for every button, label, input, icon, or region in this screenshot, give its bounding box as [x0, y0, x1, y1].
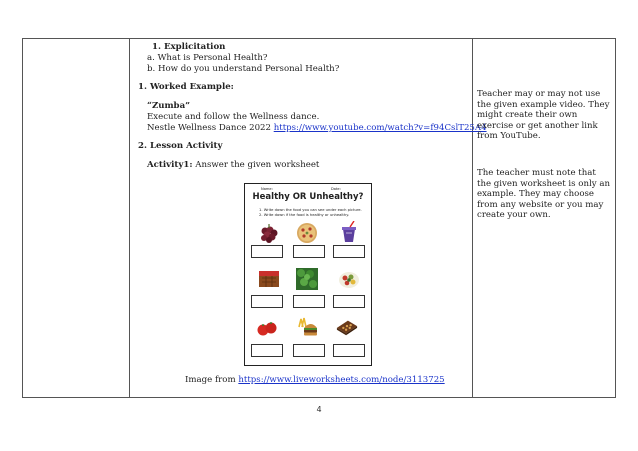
column-divider-right — [472, 39, 473, 397]
zumba-instruction: Execute and follow the Wellness dance. — [147, 112, 320, 122]
zumba-title: “Zumba” — [147, 101, 191, 111]
answer-box-3[interactable] — [333, 245, 365, 258]
worksheet-instruction-1: 1. Write down the food you can see under each picture. — [259, 208, 362, 212]
video-line — [147, 123, 487, 134]
grapes-icon — [258, 222, 280, 244]
lesson-activity-heading: 2. Lesson Activity — [138, 141, 223, 151]
chocolate-bar-icon — [258, 268, 280, 290]
explicitation-heading: 1. Explicitation — [152, 42, 226, 52]
pizza-icon — [296, 222, 318, 244]
answer-box-2[interactable] — [293, 245, 325, 258]
worksheet-date-label: Date: — [331, 187, 341, 191]
activity-label: Activity1: — [147, 160, 193, 170]
answer-box-9[interactable] — [333, 344, 365, 357]
burger-and-fries-icon — [296, 315, 318, 337]
page-number: 4 — [316, 405, 322, 414]
answer-box-8[interactable] — [293, 344, 325, 357]
question-a: a. What is Personal Health? — [147, 53, 268, 63]
salad-icon — [338, 268, 360, 290]
answer-box-4[interactable] — [251, 295, 283, 308]
image-credit-link[interactable]: https://www.liveworksheets.com/node/3113725 — [238, 375, 445, 385]
worksheet-image — [244, 183, 372, 366]
worksheet-title: Healthy OR Unhealthy? — [252, 192, 364, 202]
video-label: Nestle Wellness Dance 2022 — [147, 123, 274, 133]
soda-drink-icon — [338, 221, 360, 243]
image-credit — [185, 375, 445, 386]
broccoli-icon — [296, 268, 318, 290]
activity-text: Answer the given worksheet — [192, 160, 320, 170]
chocolate-box-icon — [336, 316, 358, 338]
worksheet-instruction-2: 2. Write down if the food is healthy or unhealthy. — [259, 213, 350, 217]
question-b: b. How do you understand Personal Health? — [147, 64, 340, 74]
answer-box-6[interactable] — [333, 295, 365, 308]
image-credit-label: Image from — [185, 375, 239, 385]
worked-example-heading: 1. Worked Example: — [138, 82, 234, 92]
answer-box-7[interactable] — [251, 344, 283, 357]
column-divider-left — [129, 39, 130, 397]
answer-box-5[interactable] — [293, 295, 325, 308]
video-link[interactable]: https://www.youtube.com/watch?v=f94CslT25A4 — [273, 123, 487, 133]
teacher-note-video: Teacher may or may not use the given example video. They might create their own exercise or get another link from YouTube. — [477, 89, 610, 142]
answer-box-1[interactable] — [251, 245, 283, 258]
activity-line — [147, 160, 319, 171]
teacher-note-worksheet: The teacher must note that the given worksheet is only an example. They may choose from any website or you may create your own. — [477, 168, 611, 221]
tomatoes-icon — [256, 317, 278, 339]
worksheet-name-label: Name: — [261, 187, 273, 191]
